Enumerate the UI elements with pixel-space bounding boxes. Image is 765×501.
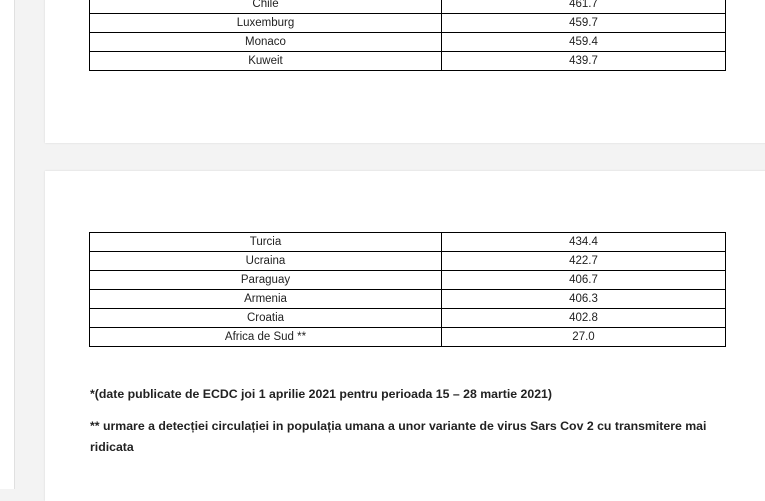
viewer-left-margin: [0, 0, 15, 489]
value-cell: 402.8: [442, 309, 726, 328]
table-row: [90, 0, 726, 14]
value-cell: 406.3: [442, 290, 726, 309]
table-row: [90, 33, 726, 52]
value-cell: 434.4: [442, 233, 726, 252]
country-incidence-table-part-1: [89, 0, 726, 71]
value-cell: 27.0: [442, 328, 726, 347]
table-row: [90, 271, 726, 290]
country-cell: Kuweit: [90, 52, 442, 71]
country-incidence-table-part-2: [89, 232, 726, 347]
footnote-source: *(date publicate de ECDC joi 1 aprilie 2021 pentru perioada 15 – 28 martie 2021): [90, 387, 552, 401]
value-cell: 461.7: [442, 0, 726, 14]
table-row: [90, 233, 726, 252]
country-cell: Turcia: [90, 233, 442, 252]
value-cell: 459.4: [442, 33, 726, 52]
table-row: [90, 14, 726, 33]
value-cell: 422.7: [442, 252, 726, 271]
table-row: [90, 52, 726, 71]
country-cell: Luxemburg: [90, 14, 442, 33]
country-cell: Africa de Sud **: [90, 328, 442, 347]
document-page-1: [45, 0, 765, 143]
value-cell: 406.7: [442, 271, 726, 290]
document-page-2: [45, 171, 765, 501]
table-row: [90, 252, 726, 271]
country-cell: Chile: [90, 0, 442, 14]
table-row: [90, 309, 726, 328]
value-cell: 459.7: [442, 14, 726, 33]
footnote-variants: ** urmare a detecției circulației in populația umana a unor variante de virus Sars Cov 2 cu transmitere mai ridicata: [90, 419, 707, 454]
country-cell: Ucraina: [90, 252, 442, 271]
table-row: [90, 328, 726, 347]
country-cell: Monaco: [90, 33, 442, 52]
table-row: [90, 290, 726, 309]
country-cell: Armenia: [90, 290, 442, 309]
country-cell: Croatia: [90, 309, 442, 328]
country-cell: Paraguay: [90, 271, 442, 290]
value-cell: 439.7: [442, 52, 726, 71]
